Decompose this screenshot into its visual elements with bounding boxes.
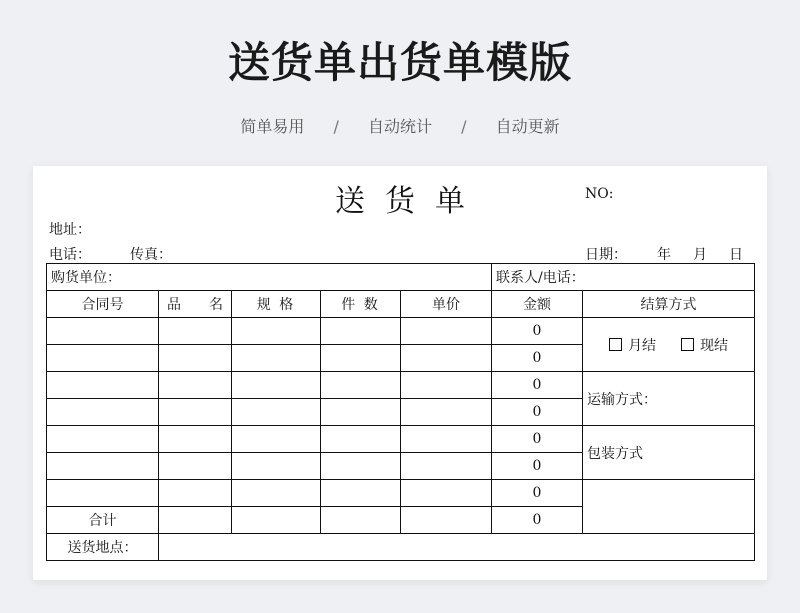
delivery-note-sheet: [33, 166, 767, 580]
date-month: 月: [693, 247, 707, 263]
price-cell[interactable]: [401, 345, 492, 372]
feature-item: 简单易用: [240, 117, 305, 136]
column-header: 规 格: [232, 291, 321, 318]
settlement-label: 结算方式: [583, 291, 755, 318]
date-day: 日: [729, 247, 743, 263]
amount-cell: 0: [492, 480, 583, 507]
cash-checkbox[interactable]: [681, 338, 694, 351]
table-row: [47, 372, 755, 399]
monthly-checkbox[interactable]: [609, 338, 622, 351]
qty-cell[interactable]: [321, 399, 401, 426]
amount-cell: 0: [492, 318, 583, 345]
delivery-place-row: [47, 534, 755, 561]
amount-cell: 0: [492, 399, 583, 426]
table-row: [47, 480, 755, 507]
spec-cell[interactable]: [232, 480, 321, 507]
qty-cell[interactable]: [321, 345, 401, 372]
qty-cell[interactable]: [321, 453, 401, 480]
product-cell[interactable]: [159, 507, 232, 534]
contract-cell[interactable]: [47, 399, 159, 426]
date-field: [585, 244, 743, 264]
spec-cell[interactable]: [232, 318, 321, 345]
document-title: 送货单: [335, 184, 485, 219]
product-cell[interactable]: [159, 480, 232, 507]
fax-label: 传真：: [130, 247, 172, 263]
product-cell[interactable]: [159, 399, 232, 426]
column-header: 单价: [401, 291, 492, 318]
table-header-row: [47, 291, 755, 318]
spec-cell[interactable]: [232, 345, 321, 372]
phone-label: 电话：: [49, 247, 91, 263]
number-label: NO:: [585, 186, 614, 202]
product-cell[interactable]: [159, 453, 232, 480]
column-header: 金额: [492, 291, 583, 318]
transport-label: 运输方式：: [583, 372, 755, 426]
table-row: [47, 426, 755, 453]
amount-cell: 0: [492, 345, 583, 372]
price-cell[interactable]: [401, 507, 492, 534]
address-label: 地址：: [49, 222, 91, 238]
date-year: 年: [657, 247, 671, 263]
table-row: [47, 318, 755, 345]
delivery-place-label: 送货地点：: [47, 534, 159, 561]
contract-cell[interactable]: [47, 318, 159, 345]
product-cell[interactable]: [159, 426, 232, 453]
spec-cell[interactable]: [232, 507, 321, 534]
contract-cell[interactable]: [47, 372, 159, 399]
contract-cell[interactable]: [47, 453, 159, 480]
delivery-place-field[interactable]: [159, 534, 755, 561]
spec-cell[interactable]: [232, 372, 321, 399]
date-label: 日期：: [585, 247, 627, 263]
qty-cell[interactable]: [321, 480, 401, 507]
feature-list: [0, 114, 800, 137]
contract-cell[interactable]: [47, 480, 159, 507]
notes-cell[interactable]: [583, 480, 755, 534]
column-header: 品 名: [159, 291, 232, 318]
qty-cell[interactable]: [321, 318, 401, 345]
contract-cell[interactable]: [47, 426, 159, 453]
total-label: 合计: [47, 507, 159, 534]
feature-separator: /: [333, 117, 339, 136]
amount-cell: 0: [492, 372, 583, 399]
product-cell[interactable]: [159, 345, 232, 372]
spec-cell[interactable]: [232, 426, 321, 453]
contact-label: 联系人/电话：: [492, 264, 755, 291]
qty-cell[interactable]: [321, 372, 401, 399]
amount-cell: 0: [492, 426, 583, 453]
price-cell[interactable]: [401, 372, 492, 399]
buyer-row: [47, 264, 755, 291]
price-cell[interactable]: [401, 399, 492, 426]
column-header: 件 数: [321, 291, 401, 318]
price-cell[interactable]: [401, 426, 492, 453]
price-cell[interactable]: [401, 480, 492, 507]
feature-separator: /: [461, 117, 467, 136]
feature-item: 自动统计: [367, 117, 432, 136]
product-cell[interactable]: [159, 318, 232, 345]
product-cell[interactable]: [159, 372, 232, 399]
qty-cell[interactable]: [321, 426, 401, 453]
total-amount: 0: [492, 507, 583, 534]
spec-cell[interactable]: [232, 399, 321, 426]
page-title: 送货单出货单模版: [227, 38, 572, 87]
contract-cell[interactable]: [47, 345, 159, 372]
amount-cell: 0: [492, 453, 583, 480]
cash-label: 现结: [699, 337, 728, 354]
settlement-options: [583, 318, 755, 372]
delivery-table: [46, 263, 755, 561]
price-cell[interactable]: [401, 453, 492, 480]
monthly-label: 月结: [628, 337, 657, 354]
packing-label: 包装方式: [583, 426, 755, 480]
column-header: 合同号: [47, 291, 159, 318]
qty-cell[interactable]: [321, 507, 401, 534]
spec-cell[interactable]: [232, 453, 321, 480]
buyer-label: 购货单位：: [47, 264, 492, 291]
price-cell[interactable]: [401, 318, 492, 345]
feature-item: 自动更新: [495, 117, 560, 136]
